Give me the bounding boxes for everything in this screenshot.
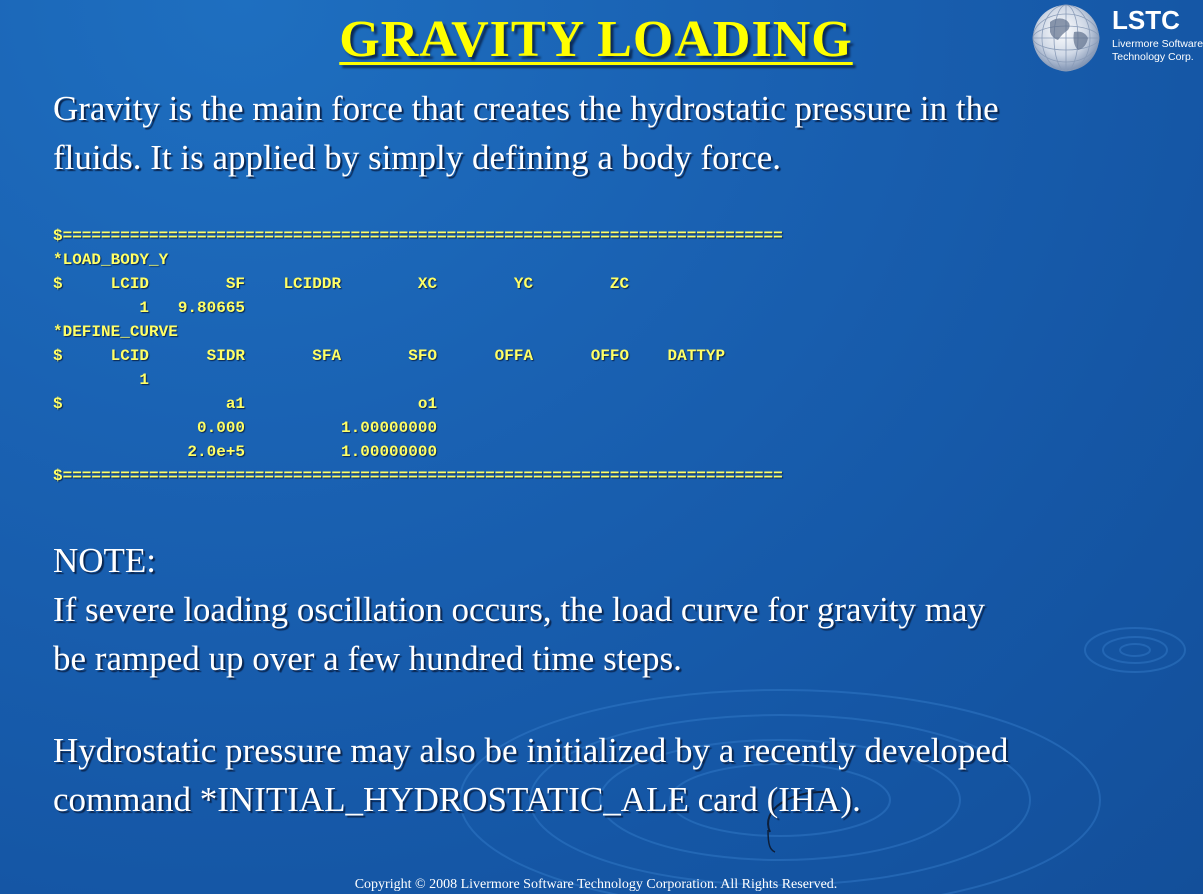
slide-title: GRAVITY LOADING xyxy=(339,11,853,68)
logo-subtitle-line: Livermore Software xyxy=(1112,38,1203,50)
note-line: If severe loading oscillation occurs, the load curve for gravity may xyxy=(53,590,986,629)
note-paragraph xyxy=(53,536,985,683)
logo-name: LSTC xyxy=(1112,5,1180,35)
code-line: 2.0e+5 1.00000000 xyxy=(53,443,438,461)
code-line: *DEFINE_CURVE xyxy=(53,323,178,341)
logo-subtitle-line: Technology Corp. xyxy=(1112,51,1194,63)
code-line: $ LCID SF LCIDDR XC YC ZC xyxy=(53,275,630,293)
code-line: 1 xyxy=(53,371,150,389)
code-line: $ LCID SIDR SFA SFO OFFA OFFO DATTYP xyxy=(53,347,726,365)
intro-line: fluids. It is applied by simply defining a body force. xyxy=(53,138,782,177)
note-line: be ramped up over a few hundred time steps. xyxy=(53,639,682,678)
intro-paragraph xyxy=(53,84,999,182)
hydrostatic-paragraph xyxy=(53,726,1008,824)
code-line: $ a1 o1 xyxy=(53,395,438,413)
keyword-code-block xyxy=(53,224,783,488)
hydrostatic-line: command *INITIAL_HYDROSTATIC_ALE card (IHA). xyxy=(53,780,861,819)
intro-line: Gravity is the main force that creates the hydrostatic pressure in the xyxy=(53,89,999,128)
note-heading: NOTE: xyxy=(53,541,157,580)
code-line: $=========================================================================== xyxy=(53,227,783,245)
code-line: *LOAD_BODY_Y xyxy=(53,251,169,269)
code-line: 0.000 1.00000000 xyxy=(53,419,438,437)
copyright-footer: Copyright © 2008 Livermore Software Technology Corporation. All Rights Reserved. xyxy=(354,877,838,892)
code-line: 1 9.80665 xyxy=(53,299,246,317)
hydrostatic-line: Hydrostatic pressure may also be initialized by a recently developed xyxy=(53,731,1009,770)
code-line: $=========================================================================== xyxy=(53,467,783,485)
